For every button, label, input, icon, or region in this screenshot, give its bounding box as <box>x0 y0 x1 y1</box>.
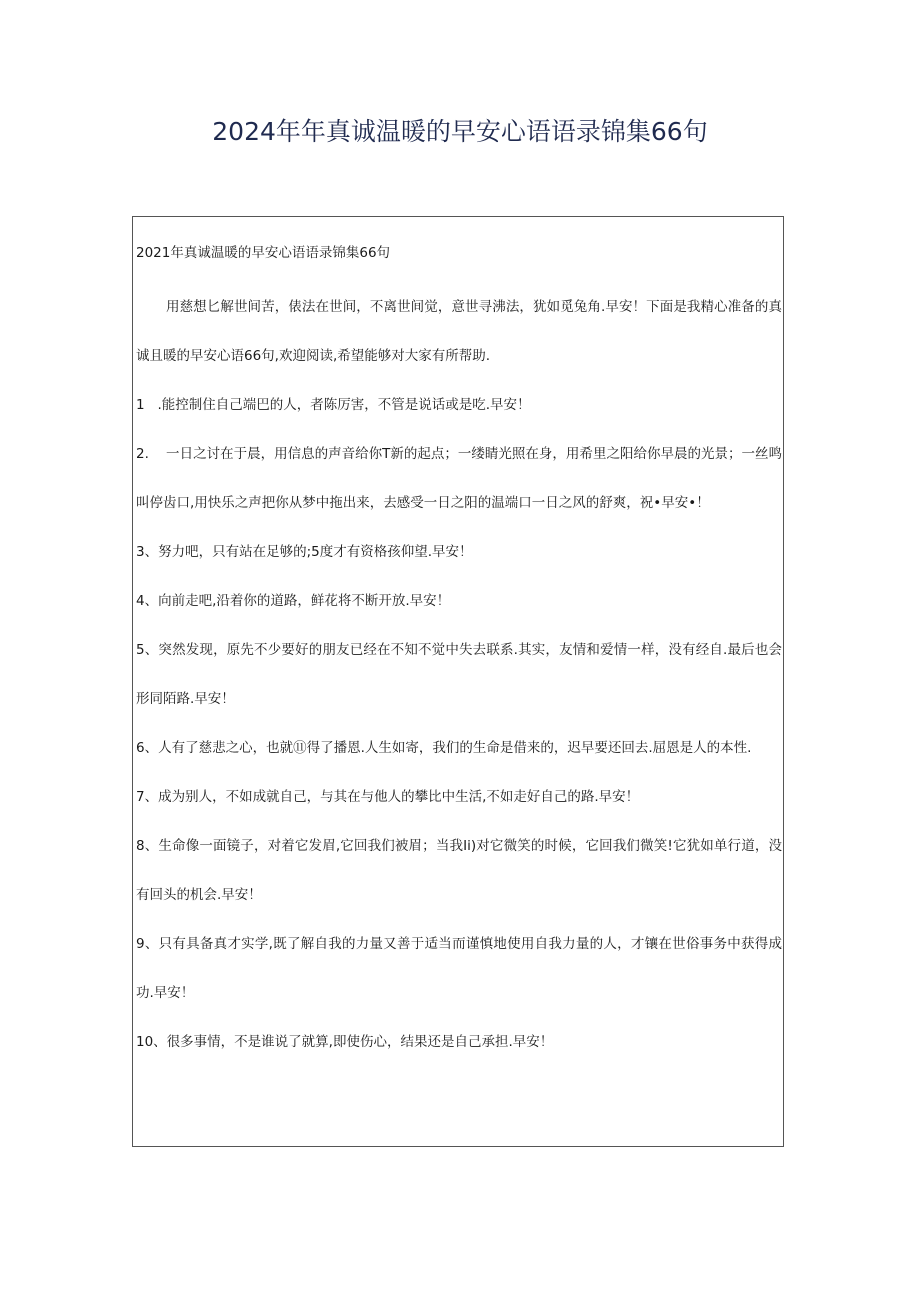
list-item: 5、突然发现，原先不少要好的朋友已经在不知不觉中失去联系.其实，友情和爱情一样，没有经自.最后也会形同陌路.早安！ <box>136 642 782 707</box>
list-item: 8、生命像一面镜子，对着它发眉,它回我们被眉；当我Ii)对它微笑的时候，它回我们微笑!它犹如单行道，没有回头的机会.早安！ <box>136 838 782 903</box>
list-item: 10、很多事情，不是谁说了就算,即使伤心，结果还是自己承担.早安！ <box>136 1034 554 1050</box>
page-title: 2024年年真诚温暖的早安心语语录锦集66句 <box>212 117 708 146</box>
list-item: 1 .能控制住自己端巴的人，者陈厉害，不管是说话或是吃.早安！ <box>136 397 531 413</box>
list-item: 3、努力吧，只有站在足够的;5度才有资格孩仰望.早安！ <box>136 544 473 560</box>
list-item: 6、人有了慈悲之心，也就⑪得了播恩.人生如寄，我们的生命是借来的，迟早要还回去.屈恩是人的本性. <box>136 740 752 756</box>
list-item: 9、只有具备真才实学,既了解自我的力量又善于适当而谨慎地使用自我力量的人，才镶在世俗事务中获得成功.早安！ <box>136 936 782 1001</box>
content-box <box>132 216 784 1147</box>
intro-paragraph: 用慈想匕解世间苦，俵法在世间，不离世间觉，意世寻沸法，犹如觅兔角.早安！下面是我精心准备的真诚且暖的早安心语66句,欢迎阅读,希望能够对大家有所帮助. <box>136 299 782 364</box>
body-text <box>136 283 782 1067</box>
list-item: 7、成为别人，不如成就自己，与其在与他人的攀比中生活,不如走好自己的路.早安！ <box>136 789 640 805</box>
list-item: 4、向前走吧,沿着你的道路，鲜花将不断开放.早安！ <box>136 593 451 609</box>
list-item: 2. 一日之讨在于晨，用信息的声音给你T新的起点；一缕睛光照在身，用希里之阳给你早晨的光景；一丝鸣叫停齿口,用快乐之声把你从梦中拖出来，去感受一日之阳的温端口一日之风的舒爽，祝•早安•！ <box>136 446 782 511</box>
box-heading: 2021年真诚温暖的早安心语语录锦集66句 <box>136 245 391 261</box>
